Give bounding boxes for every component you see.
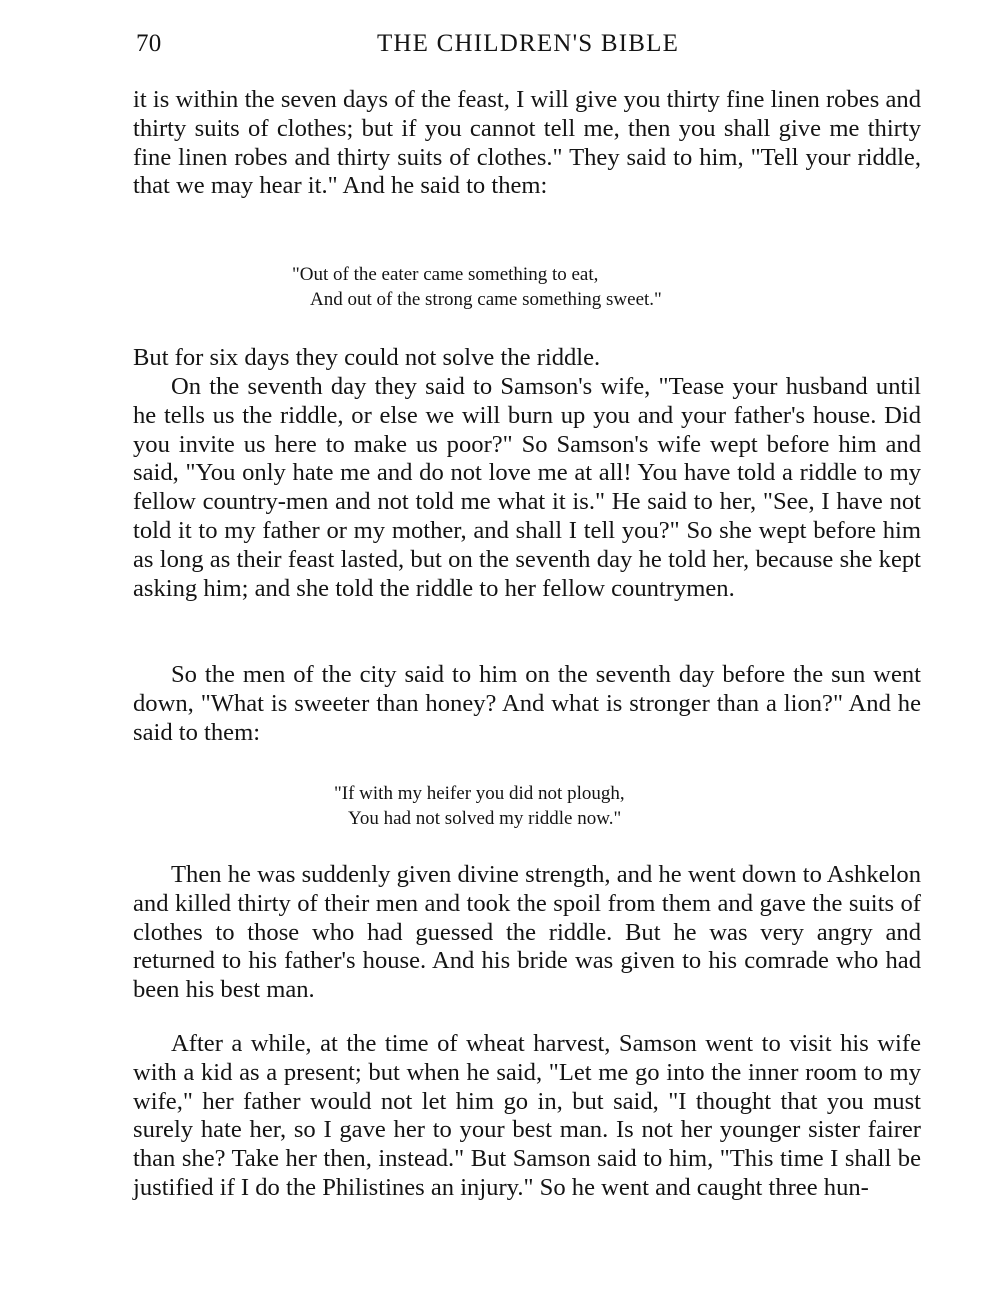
paragraph-men-of-city: [133, 661, 921, 747]
paragraph-text: But for six days they could not solve the riddle.: [133, 344, 601, 371]
paragraph-text: After a while, at the time of wheat harvest, Samson went to visit his wife with a kid as a present; but when he said, "Let me go into the inner room to my wife," her father would not let him go in, but said, "I thought that you must surely hate her, so I gave her to your best man. Is not her younger sister fairer than she? Take her then, instead." But Samson said to him, "This time I shall be justified if I do the Philistines an injury." So he went and caught three hun-: [133, 1030, 921, 1201]
paragraph-text: On the seventh day they said to Samson's wife, "Tease your husband until he tells us the riddle, or else we will burn up you and your father's house. Did you invite us here to make us poor?" So Samson's wife wept before him and said, "You only hate me and do not love me at all! You have told a riddle to my fellow country-men and not told me what it is." He said to her, "See, I have not told it to my father or my mother, and shall I tell you?" So she wept before him as long as their feast lasted, but on the seventh day he told her, because she kept asking him; and she told the riddle to her fellow countrymen.: [133, 373, 921, 602]
verse-line: "Out of the eater came something to eat,: [292, 264, 599, 285]
paragraph-text: it is within the seven days of the feast, I will give you thirty fine linen robes and thirty suits of clothes; but if you cannot tell me, then you shall give me thirty fine linen robes and thirty suits of clothes." They said to him, "Tell your riddle, that we may hear it." And he said to them:: [133, 86, 921, 200]
paragraph-text: Then he was suddenly given divine strength, and he went down to Ashkelon and killed thirty of their men and took the spoil from them and gave the suits of clothes to those who had guessed the riddle. But he was very angry and returned to his father's house. And his bride was given to his comrade who had been his best man.: [133, 861, 921, 1004]
paragraph-seventh-day: [133, 373, 921, 603]
page-number: 70: [136, 30, 162, 57]
paragraph-wheat-harvest: [133, 1030, 921, 1203]
verse-answer: [334, 781, 625, 831]
verse-line: "If with my heifer you did not plough,: [334, 783, 625, 804]
page-header: [136, 30, 920, 64]
paragraph-riddle-terms: [133, 86, 921, 201]
running-title: THE CHILDREN'S BIBLE: [376, 30, 680, 57]
paragraph-text: So the men of the city said to him on the seventh day before the sun went down, "What is sweeter than honey? And what is stronger than a lion?" And he said to them:: [133, 661, 921, 746]
paragraph-six-days: [133, 344, 921, 373]
verse-line: And out of the strong came something sweet.": [310, 289, 662, 310]
verse-riddle: [292, 262, 662, 312]
paragraph-divine-strength: [133, 861, 921, 1005]
verse-line: You had not solved my riddle now.": [348, 808, 622, 829]
